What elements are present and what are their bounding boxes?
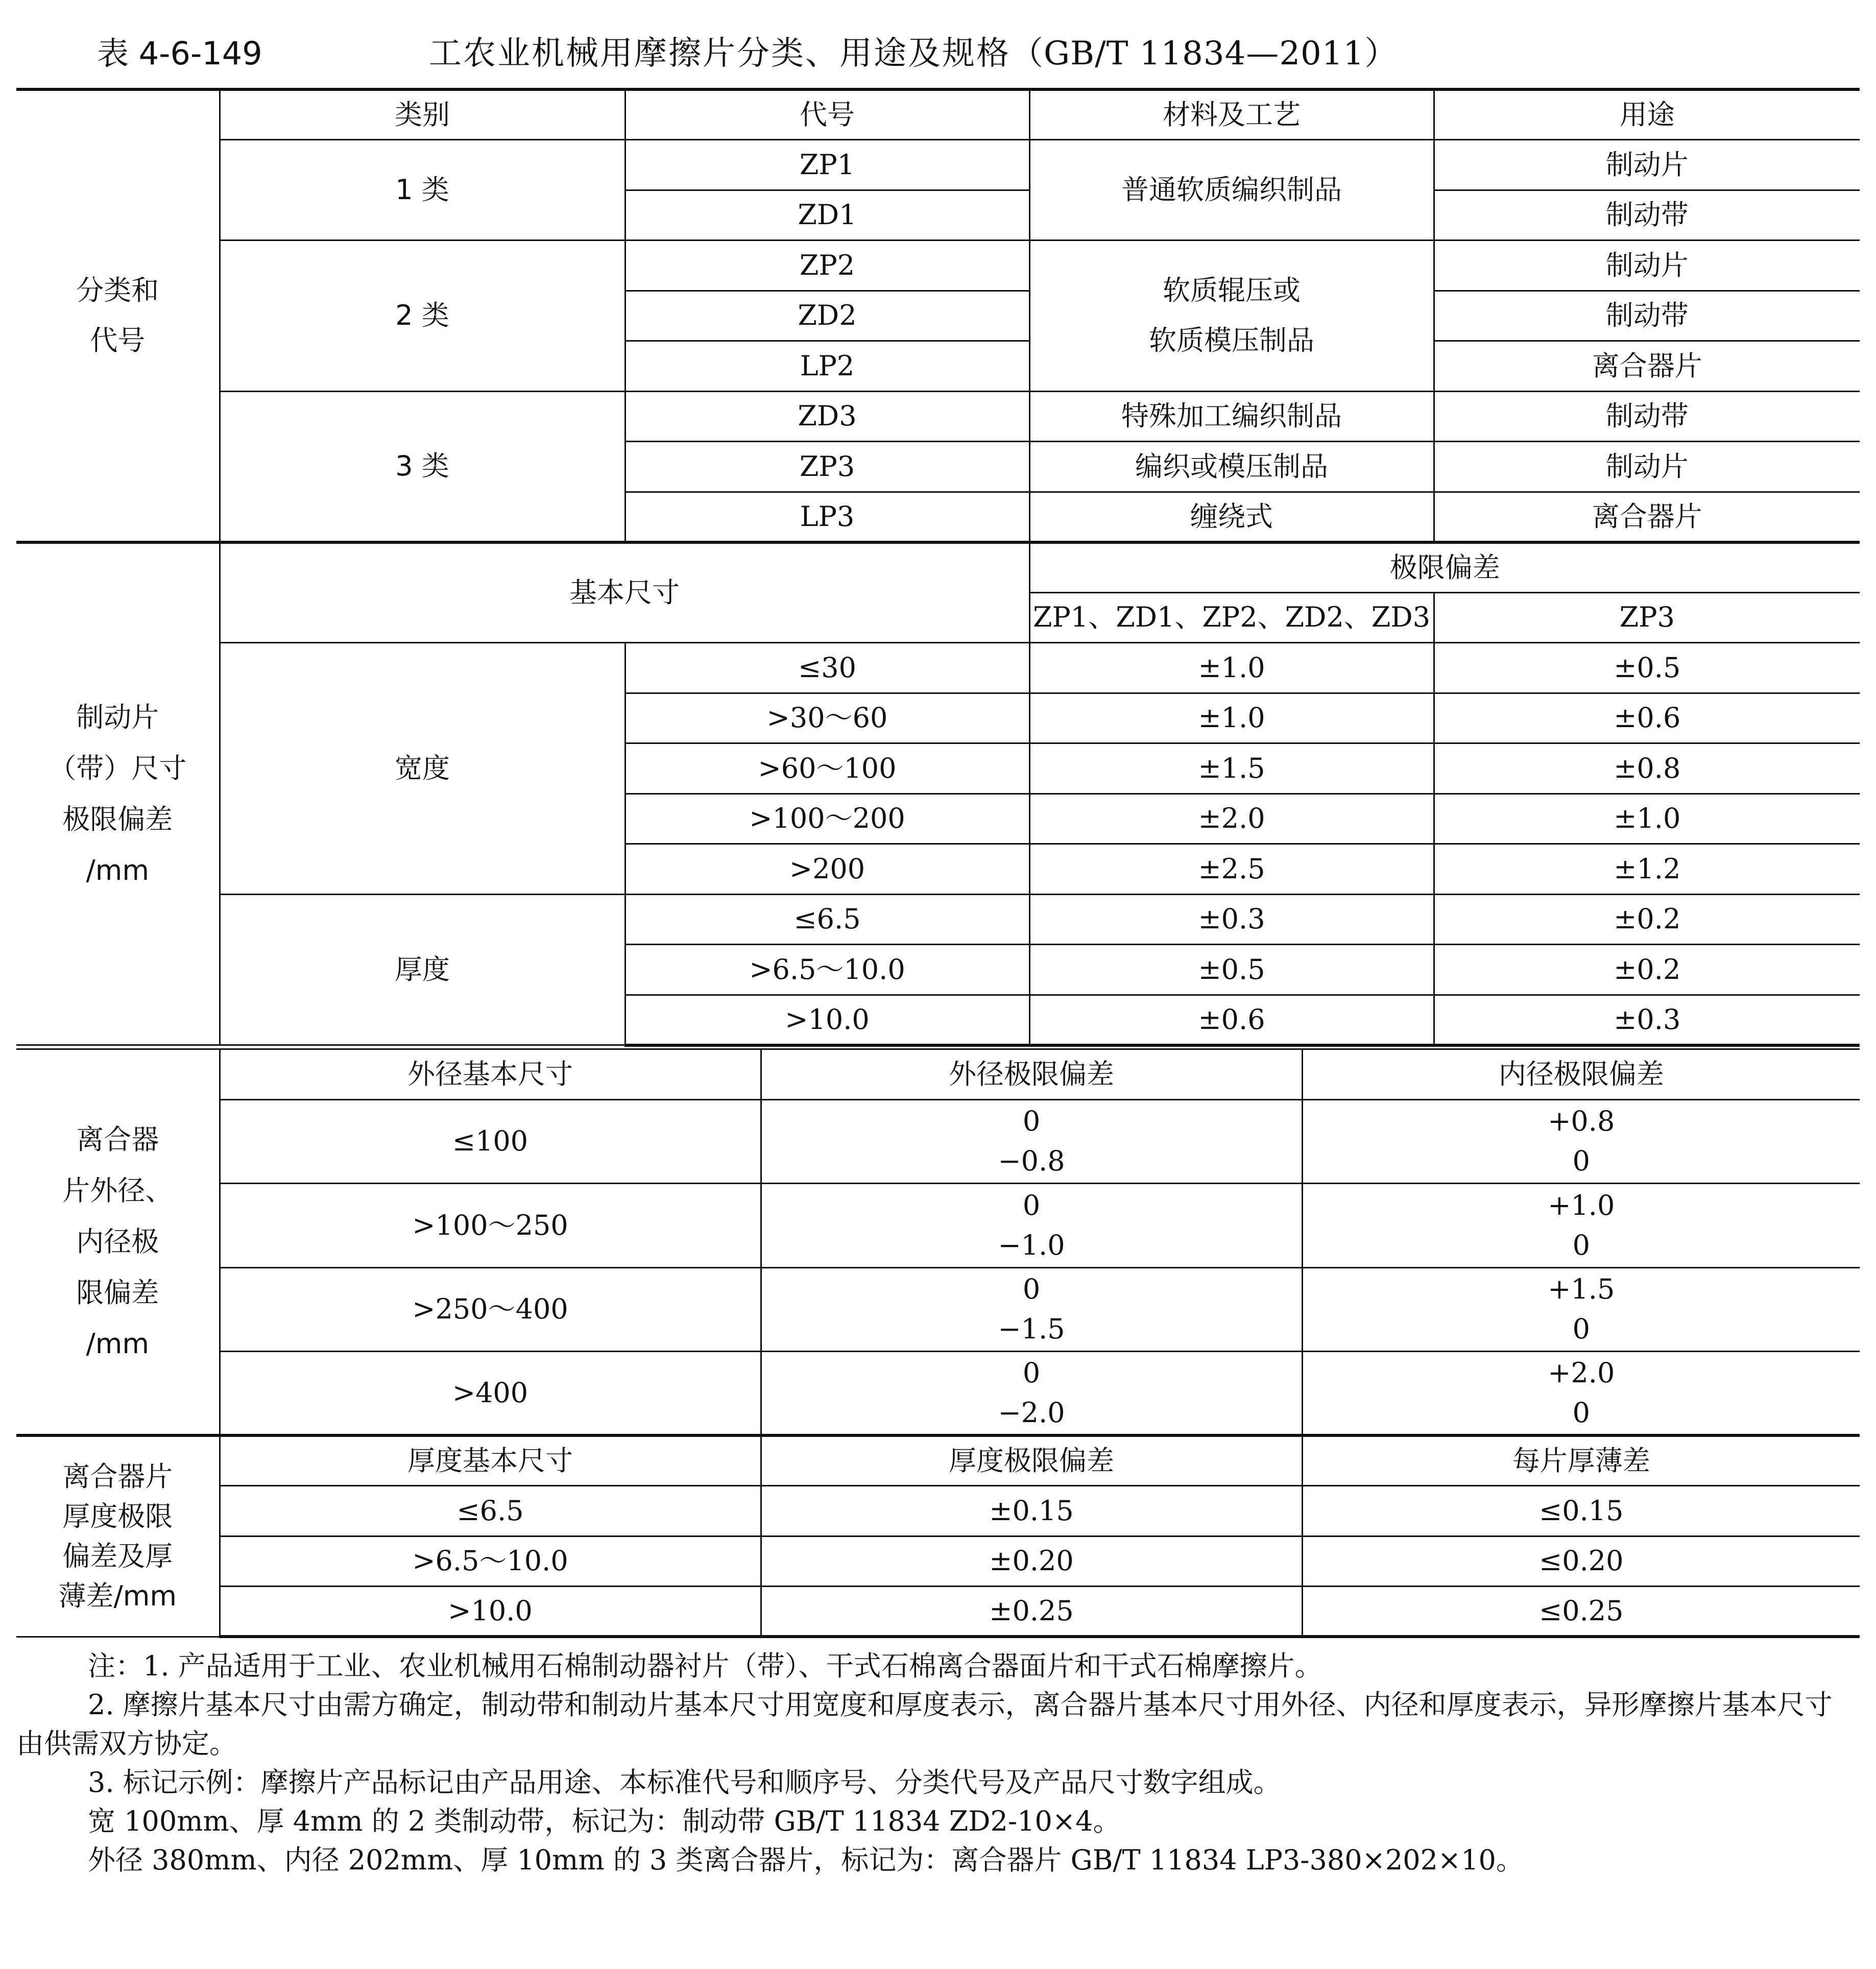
- dev-cell: ±0.15: [761, 1486, 1302, 1536]
- table-row: [16, 894, 1860, 945]
- od-dev-cell: [761, 1267, 1302, 1352]
- s3-header-id-dev: 内径极限偏差: [1302, 1049, 1860, 1100]
- size-cell: ≤100: [220, 1099, 761, 1184]
- s3-label: [16, 1049, 220, 1436]
- id-upper: +2.0: [1548, 1357, 1615, 1389]
- id-dev-cell: [1302, 1267, 1860, 1352]
- thickness-label: 厚度: [220, 894, 625, 1045]
- diff-cell: ≤0.15: [1302, 1486, 1860, 1536]
- s2-label-line: /mm: [86, 854, 149, 886]
- title-text: 工农业机械用摩擦片分类、用途及规格: [429, 35, 1011, 73]
- id-lower: 0: [1572, 1313, 1590, 1346]
- table-row: [16, 1184, 1860, 1268]
- use-cell: 制动带: [1434, 190, 1860, 241]
- code-cell: ZD3: [625, 391, 1029, 442]
- dev-cell: ±0.20: [761, 1536, 1302, 1587]
- s2-header-row-1: [16, 542, 1860, 593]
- id-upper: +1.5: [1548, 1273, 1615, 1306]
- code-cell: LP3: [625, 492, 1029, 542]
- s1-label-text: 分类和代号: [76, 274, 159, 357]
- s2-label-line: 制动片: [76, 701, 159, 733]
- spec-grid: [16, 88, 1860, 1047]
- note-2: 2. 摩擦片基本尺寸由需方确定，制动带和制动片基本尺寸用宽度和厚度表示，离合器片基本尺寸用外径、内径和厚度表示，异形摩擦片基本尺寸由供需双方协定。: [16, 1689, 1833, 1760]
- s1-header-use: 用途: [1434, 89, 1860, 140]
- size-cell: ≤6.5: [625, 894, 1029, 945]
- s1-header-code: 代号: [625, 89, 1029, 140]
- s2-header-basic-size: 基本尺寸: [220, 542, 1029, 643]
- od-upper: 0: [1022, 1189, 1041, 1221]
- dev-b-cell: ±0.6: [1434, 693, 1860, 743]
- dev-b-cell: ±0.2: [1434, 894, 1860, 945]
- s3-label-line: 离合器: [76, 1123, 159, 1156]
- s3-label-line: 限偏差: [76, 1277, 159, 1309]
- table-row: [16, 241, 1860, 291]
- use-cell: 制动带: [1434, 291, 1860, 341]
- material-line-1: 软质辊压或: [1163, 274, 1301, 307]
- od-lower: −1.0: [998, 1229, 1065, 1261]
- s4-label: [16, 1435, 220, 1637]
- size-cell: ≤6.5: [220, 1486, 761, 1536]
- code-cell: LP2: [625, 341, 1029, 392]
- s2-label-line: （带）尺寸: [49, 752, 187, 784]
- use-cell: 离合器片: [1434, 341, 1860, 392]
- dev-a-cell: ±0.6: [1029, 995, 1434, 1045]
- standard-code: （GB/T 11834—2011）: [1011, 35, 1398, 73]
- material-line-2: 软质模压制品: [1149, 324, 1314, 357]
- s1-header-class: 类别: [220, 89, 625, 140]
- table-row: [16, 1267, 1860, 1352]
- dev-a-cell: ±2.0: [1029, 794, 1434, 844]
- s4-header-dev: 厚度极限偏差: [761, 1435, 1302, 1486]
- table-number: 表 4-6-149: [97, 35, 262, 72]
- class-1-label: 1 类: [220, 140, 625, 241]
- s4-header-diff: 每片厚薄差: [1302, 1435, 1860, 1486]
- note-example-1: 宽 100mm、厚 4mm 的 2 类制动带，标记为：制动带 GB/T 11834 ZD2-10×4。: [88, 1805, 1121, 1837]
- id-upper: +0.8: [1548, 1105, 1615, 1138]
- dev-b-cell: ±1.2: [1434, 844, 1860, 895]
- dev-a-cell: ±0.5: [1029, 945, 1434, 995]
- s3-header-od-dev: 外径极限偏差: [761, 1049, 1302, 1100]
- id-lower: 0: [1572, 1397, 1590, 1429]
- table-row: [16, 1099, 1860, 1184]
- note-1: 注：1. 产品适用于工业、农业机械用石棉制动器衬片（带）、干式石棉离合器面片和干式石棉摩擦片。: [88, 1650, 1322, 1682]
- size-cell: >250～400: [220, 1267, 761, 1352]
- id-dev-cell: [1302, 1352, 1860, 1436]
- id-upper: +1.0: [1548, 1189, 1615, 1221]
- code-cell: ZD2: [625, 291, 1029, 341]
- material-cell: 特殊加工编织制品: [1029, 391, 1434, 442]
- dev-a-cell: ±1.5: [1029, 743, 1434, 794]
- s2-header-col-a: ZP1、ZD1、ZP2、ZD2、ZD3: [1029, 592, 1434, 643]
- s2-label: [16, 542, 220, 1045]
- s4-label-line: 厚度极限: [62, 1500, 173, 1532]
- od-upper: 0: [1022, 1273, 1041, 1306]
- s4-header-row: [16, 1435, 1860, 1486]
- dev-b-cell: ±1.0: [1434, 794, 1860, 844]
- size-cell: >6.5～10.0: [625, 945, 1029, 995]
- table-row: [16, 1486, 1860, 1536]
- id-lower: 0: [1572, 1229, 1590, 1261]
- use-cell: 制动片: [1434, 442, 1860, 492]
- use-cell: 制动片: [1434, 241, 1860, 291]
- use-cell: 制动片: [1434, 140, 1860, 190]
- table-row: [16, 643, 1860, 693]
- material-cell: 普通软质编织制品: [1029, 140, 1434, 241]
- table-row: [16, 391, 1860, 442]
- s3-label-line: 片外径、: [62, 1174, 173, 1207]
- dev-b-cell: ±0.5: [1434, 643, 1860, 693]
- od-dev-cell: [761, 1099, 1302, 1184]
- width-label: 宽度: [220, 643, 625, 895]
- size-cell: >6.5～10.0: [220, 1536, 761, 1587]
- dev-a-cell: ±0.3: [1029, 894, 1434, 945]
- size-cell: >100～200: [625, 794, 1029, 844]
- s2-label-line: 极限偏差: [62, 803, 173, 835]
- table-row: [16, 140, 1860, 190]
- dev-cell: ±0.25: [761, 1587, 1302, 1637]
- dev-a-cell: ±1.0: [1029, 693, 1434, 743]
- dev-a-cell: ±1.0: [1029, 643, 1434, 693]
- s4-label-line: 离合器片: [62, 1460, 173, 1493]
- diff-cell: ≤0.20: [1302, 1536, 1860, 1587]
- use-cell: 制动带: [1434, 391, 1860, 442]
- od-lower: −0.8: [998, 1145, 1065, 1178]
- table-row: [16, 1587, 1860, 1637]
- code-cell: ZD1: [625, 190, 1029, 241]
- s3-label-line: 内径极: [76, 1226, 159, 1258]
- table-row: [16, 1536, 1860, 1587]
- material-cell: [1029, 241, 1434, 392]
- class-2-label: 2 类: [220, 241, 625, 392]
- dev-b-cell: ±0.3: [1434, 995, 1860, 1045]
- s3-label-line: /mm: [86, 1328, 149, 1360]
- s2-header-limit-dev: 极限偏差: [1029, 542, 1860, 593]
- id-lower: 0: [1572, 1145, 1590, 1178]
- size-cell: >100～250: [220, 1184, 761, 1268]
- code-cell: ZP2: [625, 241, 1029, 291]
- clutch-table: [16, 1048, 1860, 1638]
- s1-header-row: [16, 89, 1860, 140]
- s4-label-line: 薄差/mm: [58, 1579, 177, 1612]
- s3-header-od-size: 外径基本尺寸: [220, 1049, 761, 1100]
- size-cell: >10.0: [220, 1587, 761, 1637]
- material-cell: 编织或模压制品: [1029, 442, 1434, 492]
- table-title: [429, 31, 1398, 77]
- dev-a-cell: ±2.5: [1029, 844, 1434, 895]
- od-dev-cell: [761, 1352, 1302, 1436]
- size-cell: >400: [220, 1352, 761, 1436]
- s1-label: [16, 89, 220, 542]
- table-row: [16, 1352, 1860, 1436]
- size-cell: ≤30: [625, 643, 1029, 693]
- code-cell: ZP1: [625, 140, 1029, 190]
- diff-cell: ≤0.25: [1302, 1587, 1860, 1637]
- s2-header-col-b: ZP3: [1434, 592, 1860, 643]
- s3-header-row: [16, 1049, 1860, 1100]
- note-example-2: 外径 380mm、内径 202mm、厚 10mm 的 3 类离合器片，标记为：离合器片 GB/T 11834 LP3-380×202×10。: [88, 1844, 1524, 1876]
- od-lower: −2.0: [998, 1397, 1065, 1429]
- id-dev-cell: [1302, 1099, 1860, 1184]
- code-cell: ZP3: [625, 442, 1029, 492]
- size-cell: >10.0: [625, 995, 1029, 1045]
- dev-b-cell: ±0.8: [1434, 743, 1860, 794]
- s1-header-material: 材料及工艺: [1029, 89, 1434, 140]
- od-upper: 0: [1022, 1357, 1041, 1389]
- od-upper: 0: [1022, 1105, 1041, 1138]
- od-dev-cell: [761, 1184, 1302, 1268]
- od-lower: −1.5: [998, 1313, 1065, 1346]
- dev-b-cell: ±0.2: [1434, 945, 1860, 995]
- note-3: 3. 标记示例：摩擦片产品标记由产品用途、本标准代号和顺序号、分类代号及产品尺寸数字组成。: [88, 1766, 1281, 1798]
- size-cell: >60～100: [625, 743, 1029, 794]
- use-cell: 离合器片: [1434, 492, 1860, 542]
- id-dev-cell: [1302, 1184, 1860, 1268]
- s4-label-line: 偏差及厚: [62, 1540, 173, 1572]
- notes: [16, 1647, 1860, 1880]
- class-3-label: 3 类: [220, 391, 625, 542]
- size-cell: >30～60: [625, 693, 1029, 743]
- size-cell: >200: [625, 844, 1029, 895]
- material-cell: 缠绕式: [1029, 492, 1434, 542]
- table-caption: [97, 31, 1854, 77]
- s4-header-size: 厚度基本尺寸: [220, 1435, 761, 1486]
